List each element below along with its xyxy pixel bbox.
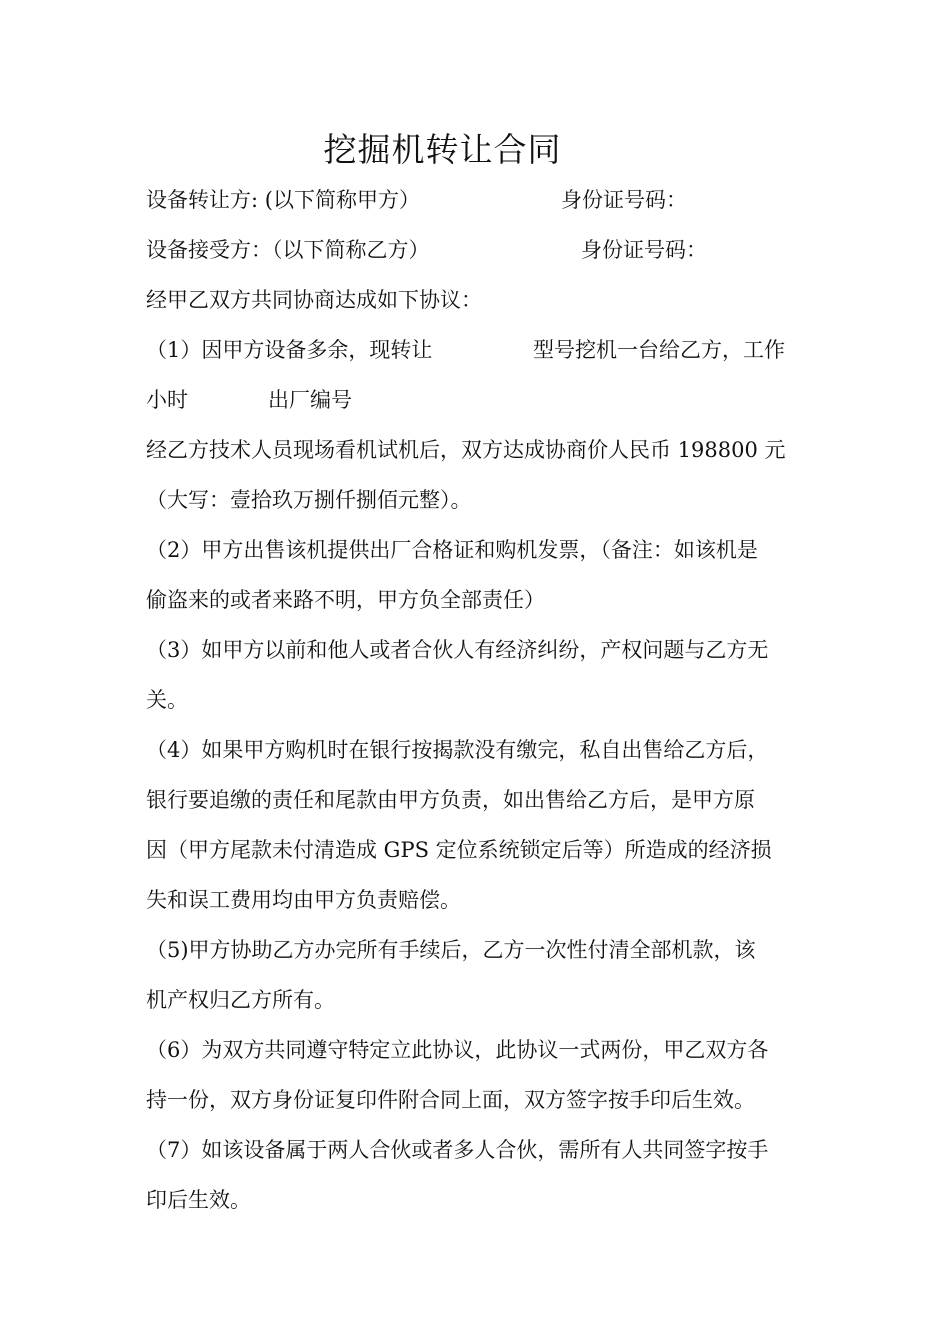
- clause-3-line-2: 关。: [146, 688, 188, 712]
- clause-4-line-3: 因（甲方尾款未付清造成 GPS 定位系统锁定后等）所造成的经济损: [146, 838, 772, 862]
- clause-1-hours-label: 小时: [146, 388, 188, 412]
- clause-2-line-1: （2）甲方出售该机提供出厂合格证和购机发票，（备注：如该机是: [146, 538, 758, 562]
- clause-1-serial-label: 出厂编号: [268, 388, 352, 412]
- document-title: 挖掘机转让合同: [323, 130, 562, 169]
- clause-7-line-1: （7）如该设备属于两人合伙或者多人合伙，需所有人共同签字按手: [146, 1138, 769, 1162]
- clause-7-line-2: 印后生效。: [146, 1188, 251, 1212]
- transferee-label: 设备接受方：（以下简称乙方）: [146, 238, 430, 262]
- intro-line: 经甲乙双方共同协商达成如下协议：: [146, 288, 482, 312]
- clause-1-line-1a: （1）因甲方设备多余，现转让: [146, 338, 433, 362]
- transferee-id-label: 身份证号码：: [581, 238, 707, 262]
- clause-2-line-2: 偷盗来的或者来路不明，甲方负全部责任）: [146, 588, 545, 612]
- clause-6-line-2: 持一份，双方身份证复印件附合同上面，双方签字按手印后生效。: [146, 1088, 755, 1112]
- clause-6-line-1: （6）为双方共同遵守特定立此协议，此协议一式两份，甲乙双方各: [146, 1038, 769, 1062]
- clause-4-line-4: 失和误工费用均由甲方负责赔偿。: [146, 888, 461, 912]
- clause-1-line-1b: 型号挖机一台给乙方，工作: [533, 338, 785, 362]
- transferor-label: 设备转让方: (以下简称甲方）: [146, 188, 420, 212]
- clause-5-line-1: （5)甲方协助乙方办完所有手续后，乙方一次性付清全部机款，该: [146, 938, 756, 962]
- clause-1-price-words: （大写：壹拾玖万捌仟捌佰元整）。: [146, 488, 472, 512]
- transferor-id-label: 身份证号码：: [561, 188, 687, 212]
- clause-1-price-line: 经乙方技术人员现场看机试机后，双方达成协商价人民币 198800 元: [146, 438, 786, 462]
- clause-5-line-2: 机产权归乙方所有。: [146, 988, 335, 1012]
- clause-4-line-1: （4）如果甲方购机时在银行按揭款没有缴完，私自出售给乙方后，: [146, 738, 769, 762]
- clause-3-line-1: （3）如甲方以前和他人或者合伙人有经济纠纷，产权问题与乙方无: [146, 638, 769, 662]
- clause-4-line-2: 银行要追缴的责任和尾款由甲方负责，如出售给乙方后，是甲方原: [146, 788, 755, 812]
